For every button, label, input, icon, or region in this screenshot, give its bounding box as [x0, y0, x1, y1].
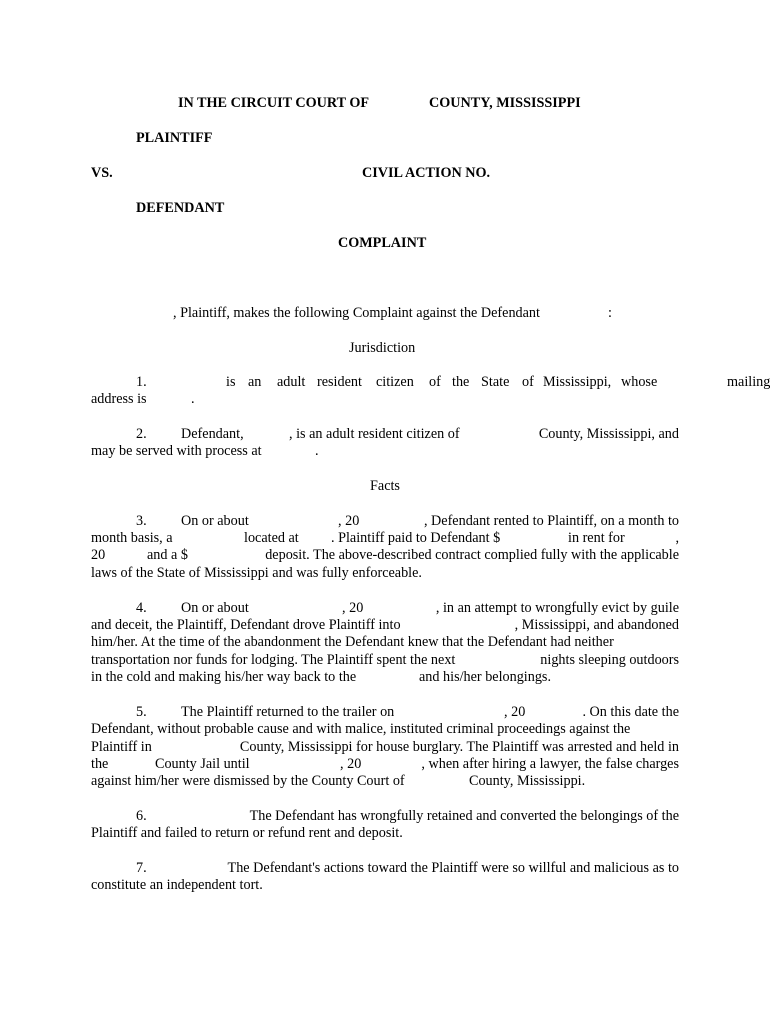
paragraph-number: 4. [136, 600, 147, 616]
paragraph-3-line-2: month basis, a located at . Plaintiff paid to Defendant $ in rent for , [91, 530, 679, 546]
court-name: IN THE CIRCUIT COURT OF [178, 95, 370, 111]
paragraph-number: 3. [136, 513, 147, 529]
paragraph-3-line-3: 20 and a $ deposit. The above-described contract complied fully with the applicable [91, 547, 679, 563]
paragraph-2-line-1: 2. Defendant, , is an adult resident citizen of County, Mississippi, and [136, 426, 679, 442]
paragraph-6-line-2: Plaintiff and failed to return or refund rent and deposit. [91, 825, 403, 841]
paragraph-7-line-1: 7. The Defendant's actions toward the Plaintiff were so willful and malicious as to [136, 860, 679, 876]
paragraph-5-line-1: 5. The Plaintiff returned to the trailer on , 20 . On this date the [136, 704, 679, 720]
defendant-label: DEFENDANT [136, 200, 225, 216]
paragraph-6-line-1: 6. The Defendant has wrongfully retained and converted the belongings of the [136, 808, 679, 824]
paragraph-1-line-1: 1. is an adult resident citizen of the State of Mississippi, whose mailing [136, 374, 770, 390]
paragraph-number: 7. [136, 860, 147, 876]
paragraph-number: 6. [136, 808, 147, 824]
paragraph-number: 1. [136, 374, 147, 390]
paragraph-3-line-1: 3. On or about , 20 , Defendant rented to Plaintiff, on a month to [136, 513, 679, 529]
versus-label: VS. [91, 165, 113, 181]
plaintiff-label: PLAINTIFF [136, 130, 213, 146]
paragraph-number: 5. [136, 704, 147, 720]
paragraph-3-line-4: laws of the State of Mississippi and was fully enforceable. [91, 565, 422, 581]
paragraph-1-line-2: address is . [91, 391, 195, 407]
paragraph-4-line-5: in the cold and making his/her way back to the and his/her belongings. [91, 669, 552, 685]
paragraph-5-line-3: Plaintiff in County, Mississippi for house burglary. The Plaintiff was arrested and held in [91, 739, 679, 755]
paragraph-2-line-2: may be served with process at . [91, 443, 319, 459]
paragraph-7-line-2: constitute an independent tort. [91, 877, 263, 893]
intro-sentence: , Plaintiff, makes the following Complaint against the Defendant [173, 305, 540, 321]
paragraph-5-line-2: Defendant, without probable cause and with malice, instituted criminal proceedings against the [91, 721, 631, 737]
civil-action-label: CIVIL ACTION NO. [362, 165, 491, 181]
paragraph-4-line-4: transportation nor funds for lodging. The Plaintiff spent the next nights sleeping outdoors [91, 652, 679, 668]
paragraph-4-line-2: and deceit, the Plaintiff, Defendant drove Plaintiff into , Mississippi, and abandoned [91, 617, 679, 633]
county-state: COUNTY, MISSISSIPPI [429, 95, 581, 111]
document-title: COMPLAINT [338, 235, 427, 251]
paragraph-4-line-3: him/her. At the time of the abandonment the Defendant knew that the Defendant had neither [91, 634, 614, 650]
intro-colon: : [608, 305, 612, 321]
section-heading-facts: Facts [370, 478, 400, 494]
paragraph-5-line-4: the County Jail until , 20 , when after hiring a lawyer, the false charges [91, 756, 679, 772]
paragraph-4-line-1: 4. On or about , 20 , in an attempt to wrongfully evict by guile [136, 600, 679, 616]
section-heading-jurisdiction: Jurisdiction [349, 340, 416, 356]
paragraph-5-line-5: against him/her were dismissed by the County Court of County, Mississippi. [91, 773, 586, 789]
paragraph-number: 2. [136, 426, 147, 442]
